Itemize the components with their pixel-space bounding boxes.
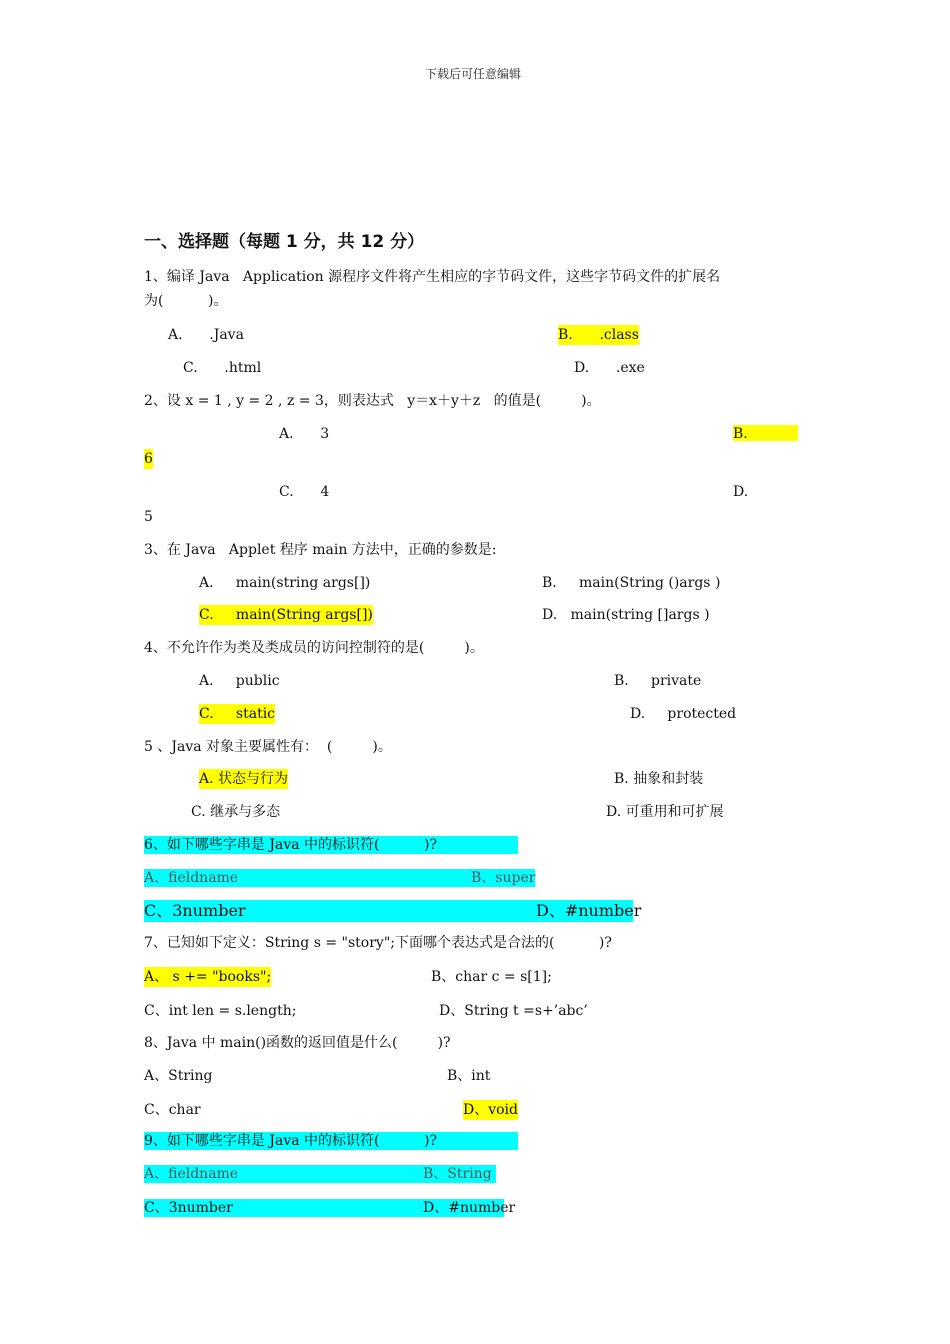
question-1-option-d: D. .exe	[574, 360, 645, 376]
question-7-option-a: A、 s += "books";	[144, 969, 272, 985]
section-title: 一、选择题（每题 1 分，共 12 分）	[144, 232, 425, 252]
question-6-option-a: A、fieldname	[144, 870, 239, 886]
question-8-option-c: C、char	[144, 1102, 201, 1118]
question-4-option-c: C. static	[199, 706, 276, 722]
question-8-option-b: B、int	[447, 1068, 491, 1084]
question-4-stem: 4、不允许作为类及类成员的访问控制符的是( )。	[144, 640, 484, 656]
question-1-stem: 1、编译 Java Application 源程序文件将产生相应的字节码文件，这些字节码文件的扩展名	[144, 269, 721, 285]
question-2-option-b-value: 6	[144, 451, 153, 467]
question-7-option-b: B、char c = s[1];	[431, 969, 552, 985]
question-3-option-c: C. main(String args[])	[199, 607, 373, 623]
question-2-option-c: C. 4	[279, 484, 330, 500]
question-8-option-a: A、String	[144, 1068, 213, 1084]
question-3-stem: 3、在 Java Applet 程序 main 方法中，正确的参数是:	[144, 542, 497, 558]
question-2-option-d-value: 5	[144, 509, 153, 525]
question-1-stem-cont: 为( )。	[144, 293, 228, 309]
question-6-option-c: C、3number	[144, 901, 246, 920]
question-8-option-d: D、void	[463, 1102, 519, 1118]
question-4-option-a: A. public	[199, 673, 280, 689]
question-9-option-a: A、fieldname	[144, 1166, 239, 1182]
question-2-option-d-label: D.	[733, 484, 749, 500]
question-7-option-d: D、String t =s+’abc’	[439, 1003, 588, 1019]
question-6-stem: 6、如下哪些字串是 Java 中的标识符( )?	[144, 837, 437, 853]
question-2-stem: 2、设 x = 1 , y = 2 , z = 3，则表达式 y＝x＋y＋z 的值是( )。	[144, 393, 601, 409]
question-5-stem: 5 、Java 对象主要属性有： ( )。	[144, 739, 392, 755]
question-2-option-a: A. 3	[279, 426, 330, 442]
question-9-stem: 9、如下哪些字串是 Java 中的标识符( )?	[144, 1133, 437, 1149]
question-1-option-a: A. .Java	[168, 327, 244, 343]
question-9-option-d: D、#number	[423, 1200, 516, 1216]
question-6-option-b: B、super	[471, 870, 536, 886]
question-9-option-c: C、3number	[144, 1200, 233, 1216]
question-5-option-c: C. 继承与多态	[191, 804, 281, 820]
page-header: 下载后可任意编辑	[425, 67, 522, 81]
question-4-option-b: B. private	[614, 673, 702, 689]
question-3-option-a: A. main(string args[])	[199, 575, 371, 591]
question-5-option-d: D. 可重用和可扩展	[606, 804, 724, 820]
question-7-option-c: C、int len = s.length;	[144, 1003, 297, 1019]
question-1-option-b: B. .class	[558, 327, 639, 343]
question-3-option-b: B. main(String ()args )	[542, 575, 721, 591]
question-1-option-c: C. .html	[183, 360, 262, 376]
question-7-stem: 7、已知如下定义：String s = "story";下面哪个表达式是合法的( )?	[144, 935, 612, 951]
question-2-option-b-label: B.	[733, 426, 748, 442]
question-3-option-d: D. main(string []args )	[542, 607, 710, 623]
question-8-stem: 8、Java 中 main()函数的返回值是什么( )?	[144, 1035, 451, 1051]
question-5-option-b: B. 抽象和封装	[614, 771, 704, 787]
question-9-option-b: B、String	[423, 1166, 492, 1182]
question-5-option-a: A. 状态与行为	[199, 771, 289, 787]
question-4-option-d: D. protected	[630, 706, 737, 722]
question-6-option-d: D、#number	[536, 901, 642, 920]
